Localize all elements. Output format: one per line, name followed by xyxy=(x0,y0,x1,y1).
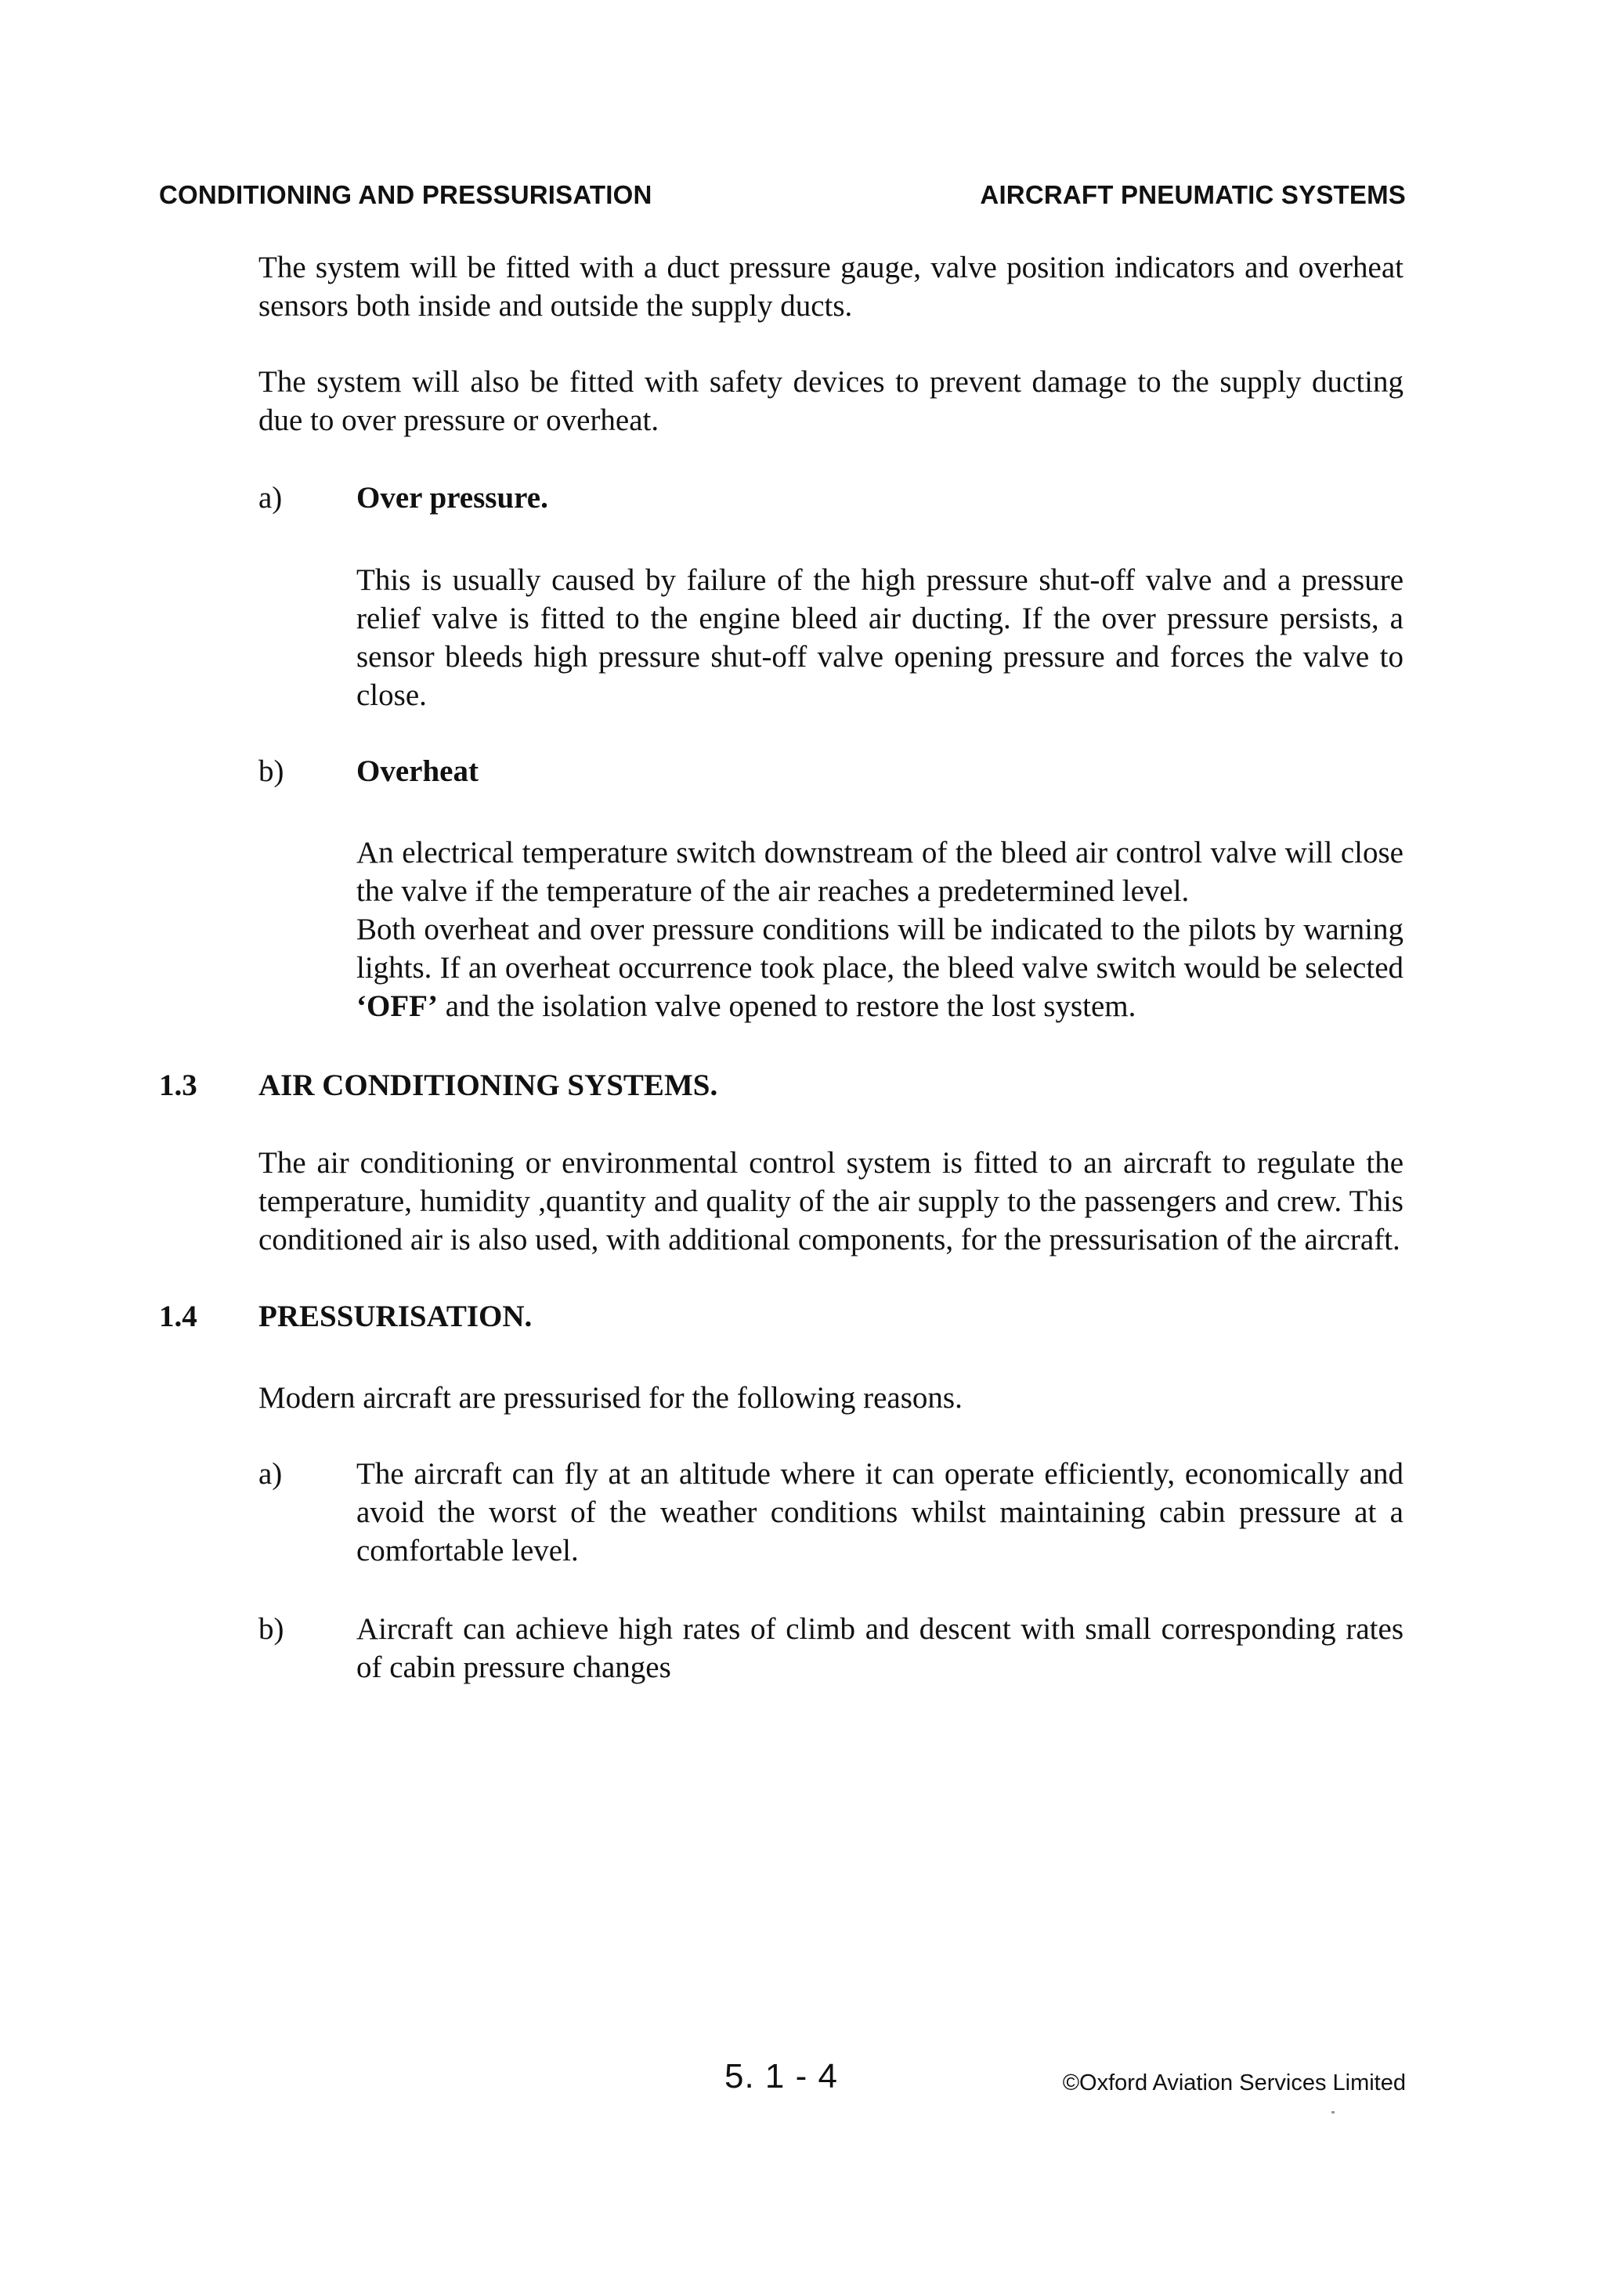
section-title-pressurisation: PRESSURISATION. xyxy=(258,1300,533,1333)
item-marker-over-pressure: a) xyxy=(258,481,283,515)
running-header-right: AIRCRAFT PNEUMATIC SYSTEMS xyxy=(980,180,1406,209)
air-conditioning-paragraph: The air conditioning or environmental control system is fitted to an aircraft to regulate the temperature, humidity ,quantity and quality of the air supply to the passengers and crew. This conditioned air is also used, with additional components, for the pressurisation of the aircraft. xyxy=(258,1146,1404,1256)
reason-marker-a: a) xyxy=(258,1457,283,1491)
item-heading-over-pressure: Over pressure. xyxy=(356,481,548,515)
overheat-paragraph-1: An electrical temperature switch downstream of the bleed air control valve will close the valve if the temperature of the air reaches a predetermined level. xyxy=(356,836,1404,908)
intro-paragraph-1: The system will be fitted with a duct pressure gauge, valve position indicators and overheat sensors both inside and outside the supply ducts. xyxy=(258,251,1404,323)
pressurisation-intro: Modern aircraft are pressurised for the following reasons. xyxy=(258,1381,963,1415)
item-marker-overheat: b) xyxy=(258,754,284,788)
overheat-text-after: and the isolation valve opened to restore the lost system. xyxy=(437,989,1136,1023)
overheat-text-before: Both overheat and over pressure conditions will be indicated to the pilots by warning lights. If an overheat occurrence took place, the bleed valve switch would be selected xyxy=(356,913,1404,985)
intro-paragraph-2: The system will also be fitted with safety devices to prevent damage to the supply ducting due to over pressure or overheat. xyxy=(258,365,1404,437)
reason-paragraph-b: Aircraft can achieve high rates of climb and descent with small corresponding rates of cabin pressure changes xyxy=(356,1612,1404,1684)
copyright-notice: ©Oxford Aviation Services Limited xyxy=(1062,2070,1406,2095)
reason-marker-b: b) xyxy=(258,1612,284,1646)
section-number-1-4: 1.4 xyxy=(159,1300,197,1333)
page-number: 5. 1 - 4 xyxy=(724,2057,838,2095)
reason-paragraph-a: The aircraft can fly at an altitude where it can operate efficiently, economically and avoid the worst of the weather conditions whilst maintaining cabin pressure at a comfortable level. xyxy=(356,1457,1404,1567)
off-switch-label: ‘OFF’ xyxy=(356,989,438,1023)
overheat-paragraph-2 xyxy=(356,910,1404,1025)
over-pressure-paragraph: This is usually caused by failure of the high pressure shut-off valve and a pressure relief valve is fitted to the engine bleed air ducting. If the over pressure persists, a sensor bleeds high pressure shut-off valve opening pressure and forces the valve to close. xyxy=(356,563,1404,712)
item-heading-overheat: Overheat xyxy=(356,754,479,788)
section-number-1-3: 1.3 xyxy=(159,1068,197,1102)
scan-speck xyxy=(1331,2111,1335,2113)
running-header-left: CONDITIONING AND PRESSURISATION xyxy=(159,180,652,209)
section-title-air-conditioning: AIR CONDITIONING SYSTEMS. xyxy=(258,1068,718,1102)
